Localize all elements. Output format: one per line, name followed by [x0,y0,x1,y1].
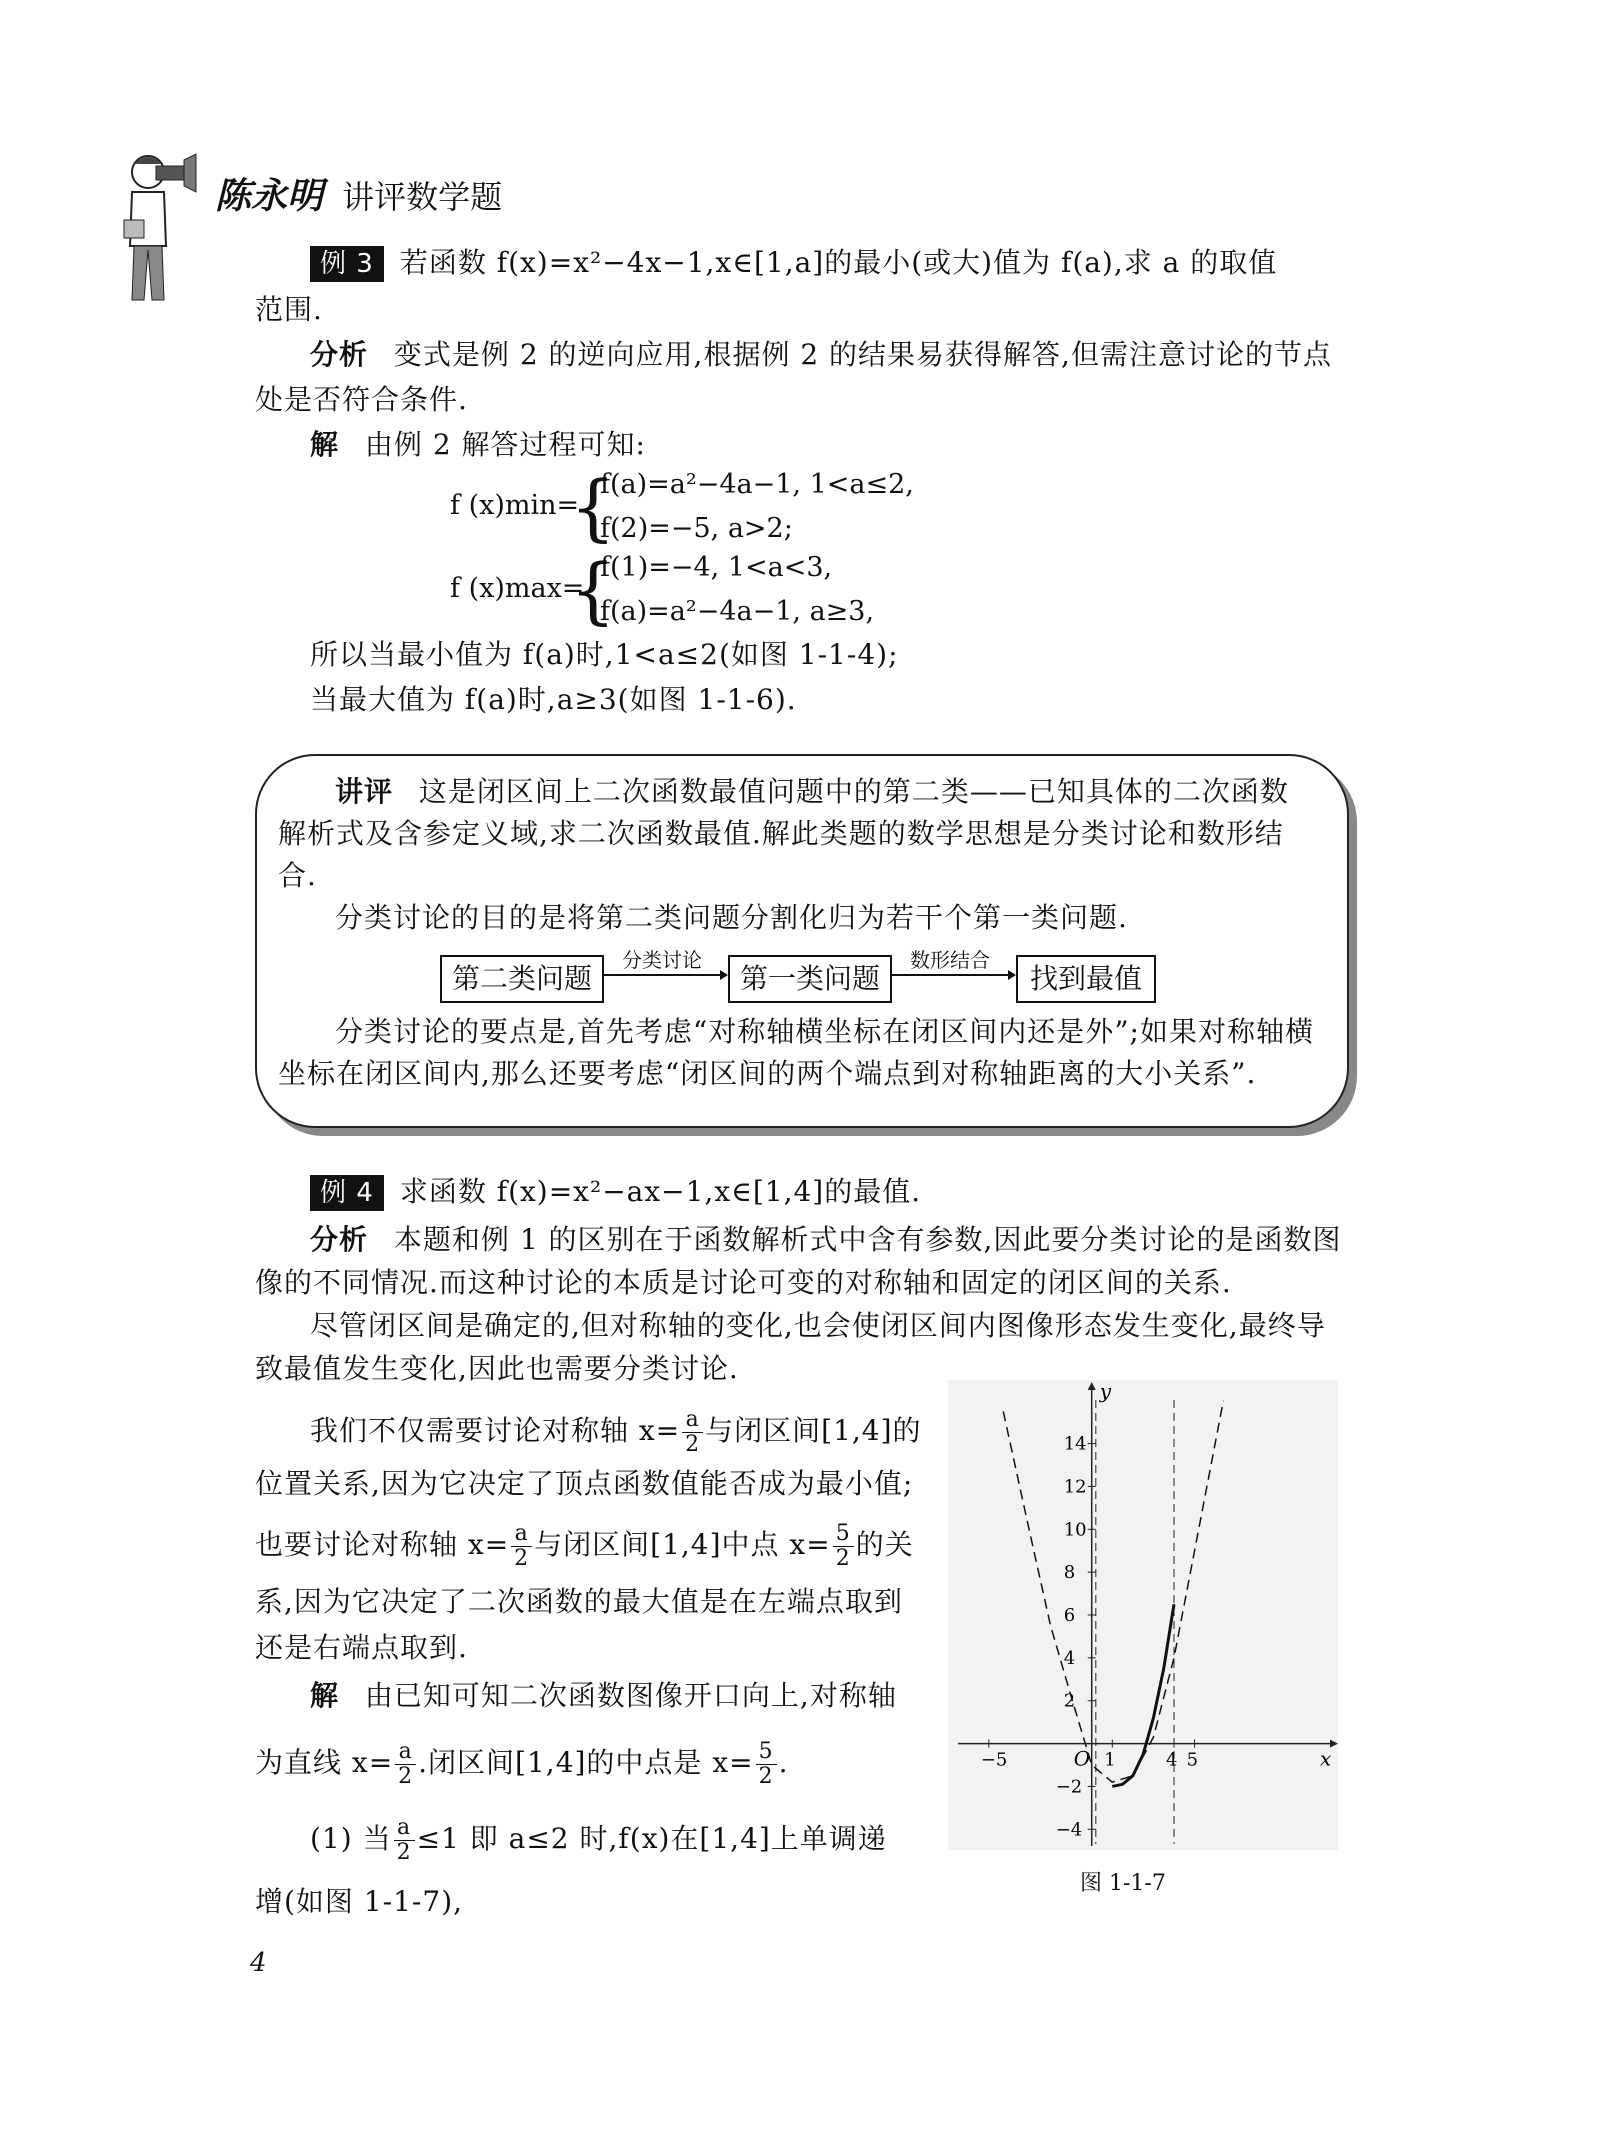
ex4-analysis-label: 分析 [310,1223,369,1256]
ex4-analysis1 [310,1220,1341,1260]
ex4-sol1 [310,1676,897,1716]
ex4-sol2a: 为直线 x= [255,1746,394,1779]
fmin-case1: f(a)=a²−4a−1, 1<a≤2, [600,469,914,500]
ex4-line1 [310,1172,921,1212]
ex4-p3c: 的关 [855,1528,914,1561]
frac-5-over-2 [756,1740,777,1789]
frac-den: 2 [758,1764,774,1789]
ex4-sol-label: 解 [310,1679,340,1712]
ex4-p2: 位置关系,因为它决定了顶点函数值能否成为最小值; [255,1467,914,1500]
frac-a-over-2 [394,1816,415,1865]
x-tick-label: 4 [1166,1749,1178,1771]
flow-arrow-2 [890,965,1016,985]
fmax-label: f (x)max= [450,573,585,604]
flow-arrow-1 [602,965,728,985]
frac-num: 5 [833,1522,854,1547]
ex4-analysis4: 致最值发生变化,因此也需要分类讨论. [255,1352,739,1385]
flow-box-find-extremum: 找到最值 [1016,955,1156,1003]
solution-label: 解 [310,428,340,461]
ex3-line2: 范围. [255,293,323,326]
figure-caption: 图 1-1-7 [1080,1871,1166,1896]
fmax-piecewise [450,548,1010,638]
y-tick-label: 12 [1063,1476,1087,1498]
book-title: 讲评数学题 [342,178,503,216]
ex3-solution [310,425,646,465]
ex4-p3b: 与闭区间[1,4]中点 x= [534,1528,831,1561]
fmin-label: f (x)min= [450,490,580,521]
ex4-p1 [310,1408,922,1457]
ex4-p1a: 我们不仅需要讨论对称轴 x= [310,1414,681,1447]
ex4-case1a: (1) 当 [310,1822,392,1855]
y-tick-label: 8 [1063,1562,1076,1584]
figure-1-1-7-plot [948,1380,1338,1850]
y-tick-label: 14 [1063,1433,1087,1455]
fmax-case2: f(a)=a²−4a−1, a≥3, [600,596,875,627]
frac-den: 2 [514,1546,530,1571]
ex3-conclusion1: 所以当最小值为 f(a)时,1<a≤2(如图 1-1-4); [310,638,899,671]
page-number: 4 [250,1948,267,1978]
fmin-case2: f(2)=−5, a>2; [600,513,793,544]
flow-box-first-class: 第一类问题 [728,955,892,1003]
ex3-tag: 例 3 [310,246,384,282]
ex4-sol2c: . [778,1746,789,1779]
frac-5-over-2 [833,1522,854,1571]
frac-num: a [395,1740,416,1765]
frac-a-over-2 [682,1408,703,1457]
ex4-analysis3: 尽管闭区间是确定的,但对称轴的变化,也会使闭区间内图像形态发生变化,最终导 [310,1309,1326,1342]
ex3-analysis1 [310,335,1332,375]
flow-label-combine: 数形结合 [910,948,990,972]
review-line2: 解析式及含参定义域,求二次函数最值.解此类题的数学思想是分类讨论和数形结 [278,817,1284,850]
ex4-p4: 系,因为它决定了二次函数的最大值是在左端点取到 [255,1585,903,1618]
review-line4: 分类讨论的目的是将第二类问题分割化归为若干个第一类问题. [335,901,1128,934]
fmax-brace: { [570,548,616,632]
analysis-label: 分析 [310,338,369,371]
ex3-question: 若函数 f(x)=x²−4x−1,x∈[1,a]的最小(或大)值为 f(a),求 a 的取值 [399,246,1278,279]
fmax-case1: f(1)=−4, 1<a<3, [600,552,833,583]
review-line3: 合. [278,859,317,892]
origin-label: O [1073,1746,1091,1771]
review-line6: 坐标在闭区间内,那么还要考虑“闭区间的两个端点到对称轴距离的大小关系”. [278,1057,1257,1090]
ex4-sol1-text: 由已知可知二次函数图像开口向上,对称轴 [364,1679,897,1712]
author-name: 陈永明 [215,175,324,217]
fmin-brace: { [570,465,616,549]
ex4-case1 [310,1816,887,1865]
header [215,168,502,219]
y-tick-label: 10 [1063,1519,1087,1541]
flow-box-second-class: 第二类问题 [440,955,604,1003]
y-tick-label: 2 [1063,1690,1076,1712]
x-axis-label: x [1320,1746,1332,1771]
ex4-analysis2: 像的不同情况.而这种讨论的本质是讨论可变的对称轴和固定的闭区间的关系. [255,1266,1232,1299]
solution-text: 由例 2 解答过程可知: [364,428,646,461]
ex4-p1b: 与闭区间[1,4]的 [705,1414,922,1447]
y-tick-label: −4 [1055,1819,1083,1841]
ex4-p5: 还是右端点取到. [255,1631,468,1664]
x-tick-label: −5 [980,1749,1008,1771]
frac-den: 2 [685,1432,701,1457]
review-text1: 这是闭区间上二次函数最值问题中的第二类——已知具体的二次函数 [418,775,1289,808]
frac-den: 2 [396,1840,412,1865]
ex3-line1 [310,243,1277,283]
review-line5: 分类讨论的要点是,首先考虑“对称轴横坐标在闭区间内还是外”;如果对称轴横 [335,1015,1314,1048]
ex4-sol2 [255,1740,789,1789]
ex4-question: 求函数 f(x)=x²−ax−1,x∈[1,4]的最值. [399,1175,922,1208]
y-tick-label: 4 [1063,1647,1076,1669]
flow-label-classify: 分类讨论 [622,948,702,972]
frac-a-over-2 [395,1740,416,1789]
review-line1 [335,772,1289,812]
y-tick-label: −2 [1055,1776,1083,1798]
ex4-p3 [255,1522,914,1571]
x-tick-label: 1 [1104,1749,1116,1771]
y-tick-label: 6 [1063,1605,1076,1626]
ex4-case1b: ≤1 即 a≤2 时,f(x)在[1,4]上单调递 [416,1822,887,1855]
ex3-analysis2: 处是否符合条件. [255,383,468,416]
frac-a-over-2 [511,1522,532,1571]
review-label: 讲评 [335,775,394,808]
ex4-case1c: 增(如图 1-1-7), [255,1885,464,1918]
frac-num: a [394,1816,415,1841]
header-figure [118,150,198,310]
frac-den: 2 [835,1546,851,1571]
plot-background [948,1380,1338,1850]
ex4-analysis-text1: 本题和例 1 的区别在于函数解析式中含有参数,因此要分类讨论的是函数图 [393,1223,1342,1256]
ex4-tag: 例 4 [310,1175,384,1211]
analysis-text: 变式是例 2 的逆向应用,根据例 2 的结果易获得解答,但需注意讨论的节点 [393,338,1332,371]
frac-den: 2 [398,1764,414,1789]
fmin-piecewise [450,465,1010,555]
ex3-conclusion2: 当最大值为 f(a)时,a≥3(如图 1-1-6). [310,683,797,716]
frac-num: a [511,1522,532,1547]
ex4-sol2b: .闭区间[1,4]的中点是 x= [418,1746,754,1779]
x-tick-label: 5 [1186,1749,1199,1771]
y-axis-label: y [1099,1380,1112,1403]
frac-num: a [682,1408,703,1433]
ex4-p3a: 也要讨论对称轴 x= [255,1528,510,1561]
frac-num: 5 [756,1740,777,1765]
